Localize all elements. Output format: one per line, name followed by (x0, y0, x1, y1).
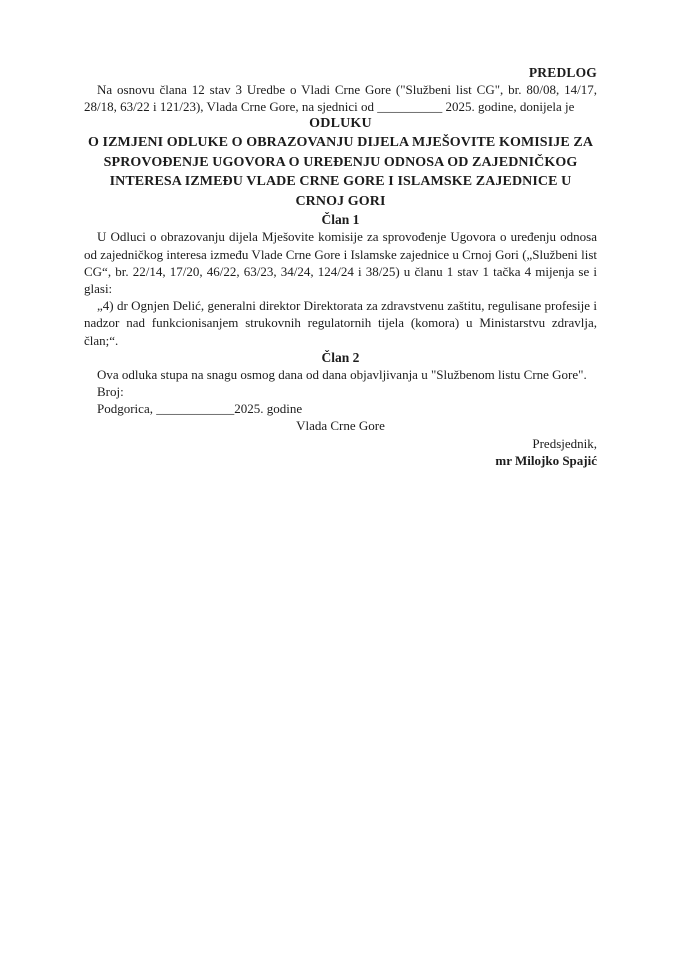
signature-title: Predsjednik, (532, 435, 597, 451)
article-1-heading: Član 1 (321, 212, 360, 228)
article-1-paragraph-1: U Odluci o obrazovanju dijela Mješovite komisije za sprovođenje Ugovora o uređenju odnosa od zajedničkog interesa između Vlade Crne Gore i Islamske zajednice u Crnoj Gori („Službeni list CG“, br. 22/14, 17/20, 46/22, 63/23, 34/24, 124/24 i 38/25) u članu 1 stav 1 tačka 4 mijenja se i glasi: (84, 229, 597, 297)
document-label: PREDLOG (528, 65, 597, 80)
intro-paragraph: Na osnovu člana 12 stav 3 Uredbe o Vladi Crne Gore ("Službeni list CG", br. 80/08, 14/17, 28/18, 63/22 i 121/23), Vlada Crne Gore, na sjednici od __________ 2025. godine, donijela je (84, 82, 597, 115)
decision-subtitle: O IZMJENI ODLUKE O OBRAZOVANJU DIJELA MJEŠOVITE KOMISIJE ZA SPROVOĐENJE UGOVORA O UREĐENJU ODNOSA OD ZAJEDNIČKOG INTERESA IZMEĐU VLADE CRNE GORE I ISLAMSKE ZAJEDNICE U CRNOJ GORI (87, 135, 594, 209)
document-content (84, 0, 597, 469)
number-label: Broj: (97, 384, 124, 400)
article-2-heading: Član 2 (321, 349, 360, 365)
decision-title: ODLUKU (309, 116, 372, 132)
place-date-line: Podgorica, ____________2025. godine (97, 401, 303, 417)
signature-name: mr Milojko Spajić (495, 452, 597, 468)
article-1-paragraph-2: „4) dr Ognjen Delić, generalni direktor Direktorata za zdravstvenu zaštitu, regulisane profesije i nadzor nad funkcionisanjem strukovnih regulatornih tijela (komora) u Ministarstvu zdravlja, član;“. (84, 298, 597, 348)
issuer-line: Vlada Crne Gore (296, 418, 385, 434)
article-2-paragraph-1: Ova odluka stupa na snagu osmog dana od dana objavljivanja u "Službenom listu Crne Gore". (97, 366, 587, 382)
